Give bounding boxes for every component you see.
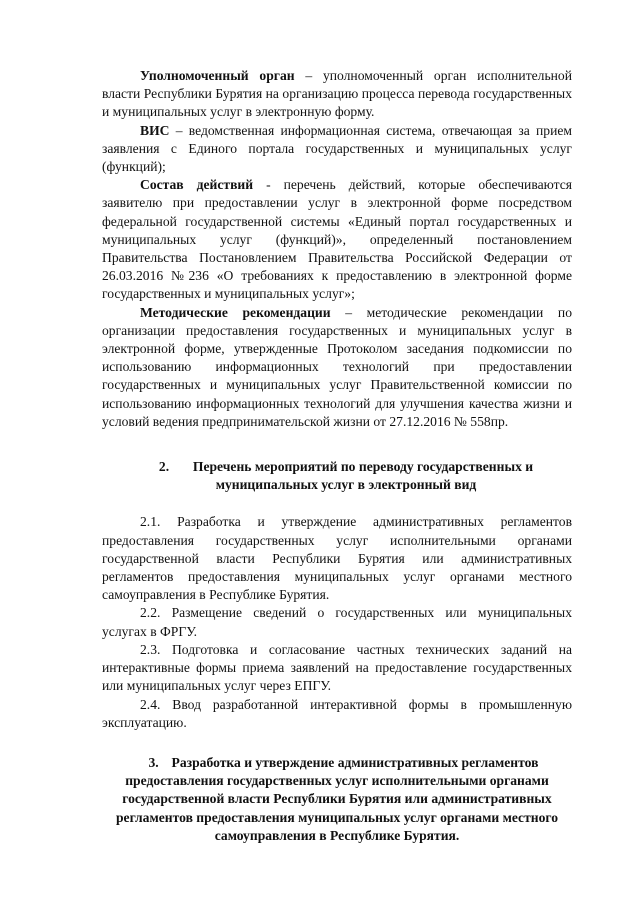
list-item: 2.4. Ввод разработанной интерактивной формы в промышленную эксплуатацию. xyxy=(102,696,572,730)
definition-term: Методические рекомендации xyxy=(140,304,331,320)
definition-text: - перечень действий, которые обеспечиваются заявителю при предоставлении услуг в электронной форме посредством федеральной государственной системы «Единый портал государственных и муниципальных услуг (функций)», определенный постановлением Правительства Постановлением Правительства Российской Федерации от 26.03.2016 №236 «О требованиях к предоставлению в электронной форме государственных и муниципальных услуг»; xyxy=(102,177,572,302)
definition-term: Уполномоченный орган xyxy=(140,68,295,83)
section-number: 3. xyxy=(148,754,159,770)
section-number: 2. xyxy=(158,459,170,475)
definition-text: – ведомственная информационная система, отвечающая за прием заявления с Единого портала государственных и муниципальных услуг (функций); xyxy=(102,122,572,175)
definition-paragraph xyxy=(102,122,572,177)
definition-term: ВИС xyxy=(140,122,170,138)
definition-text: – методические рекомендации по организации предоставления государственных и муниципальных услуг в электронной форме, утвержденные Протоколом заседания подкомиссии по использованию информационных технологий при предоставлении государственных и муниципальных услуг Правительственной комиссии по использованию информационных технологий для улучшения качества жизни и условий ведения предпринимательской жизни от 27.12.2016 № 558пр. xyxy=(102,304,573,429)
section-title: Перечень мероприятий по переводу государственных и муниципальных услуг в электронный вид xyxy=(192,459,534,493)
list-item: 2.3. Подготовка и согласование частных технических заданий на интерактивные формы приема заявлений на предоставление государственных или муниципальных услуг через ЕПГУ. xyxy=(102,641,572,694)
definition-paragraph xyxy=(102,67,572,122)
document-page xyxy=(102,67,572,845)
definition-paragraph xyxy=(102,304,572,431)
definition-paragraph xyxy=(102,176,572,303)
section-2-list xyxy=(102,513,572,731)
definition-text: – уполномоченный орган исполнительной власти Республики Бурятия на организацию процесса перевода государственных и муниципальных услуг в электронную форму. xyxy=(102,68,572,120)
definition-term: Состав действий xyxy=(140,177,254,193)
section-title: Разработка и утверждение административных регламентов предоставления государственных услуг исполнительными органами государственной власти Республики Бурятия или административных регламентов предоставления муниципальных услуг органами местного самоуправления в Республике Бурятия. xyxy=(115,754,559,843)
list-item: 2.2. Размещение сведений о государственных или муниципальных услугах в ФРГУ. xyxy=(102,605,572,639)
section-2-heading xyxy=(102,458,572,494)
list-item: 2.1. Разработка и утверждение административных регламентов предоставления государственных услуг исполнительными органами государственной власти Республики Бурятия или административных регламентов предоставления муниципальных услуг органами местного самоуправления в Республике Бурятия. xyxy=(102,514,572,603)
section-3-heading xyxy=(102,754,572,845)
